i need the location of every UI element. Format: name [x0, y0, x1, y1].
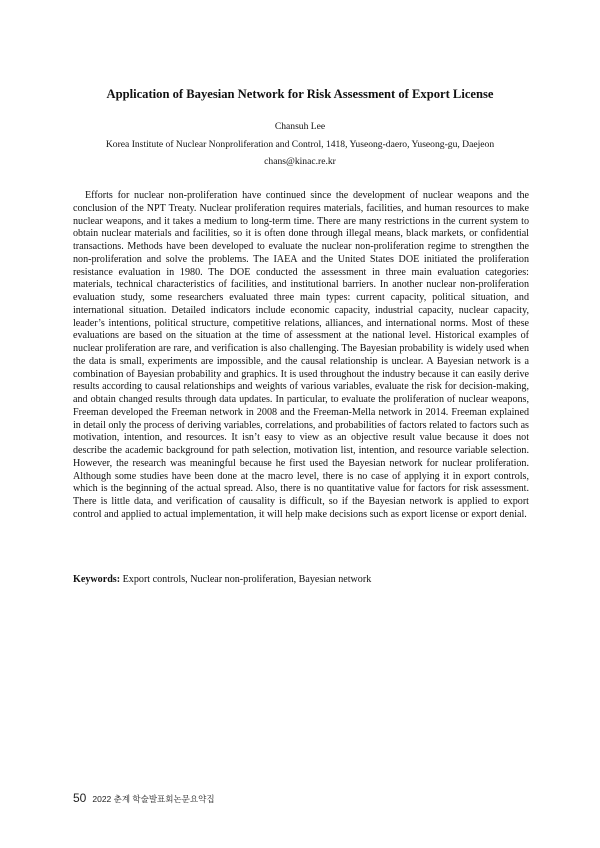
keywords-line — [73, 573, 529, 586]
author-email: chans@kinac.re.kr — [264, 156, 336, 167]
paper-title: Application of Bayesian Network for Risk Assessment of Export License — [106, 87, 494, 101]
keywords-list: Export controls, Nuclear non-proliferation, Bayesian network — [122, 574, 372, 585]
keywords-label: Keywords: — [73, 574, 121, 585]
page-number: 50 — [73, 791, 87, 805]
author-affiliation: Korea Institute of Nuclear Nonproliferation and Control, 1418, Yuseong-daero, Yuseong-gu, Daejeon — [105, 139, 495, 150]
abstract-body: Efforts for nuclear non-proliferation have continued since the development of nuclear weapons and the conclusion of the NPT Treaty. Nuclear proliferation requires materials, facilities, and human resources to make nuclear weapons, and it takes a medium to long-term time. There are many restrictions in the current system to obtain nuclear materials and facilities, so it is often done through illegal means, black markets, or confidential transactions. Methods have been developed to evaluate the nuclear non-proliferation regime to strengthen the non-proliferation and solve the problems. The IAEA and the United States DOE initiated the proliferation resistance evaluation in 1980. The DOE conducted the assessment in three main evaluation categories: materials, technical characteristics of facilities, and institutional barriers. In another nuclear non-proliferation evaluation study, some researchers evaluated three main types: current capacity, political situation, and international situation. Detailed indicators include economic capacity, industrial capacity, nuclear capacity, leader’s intentions, political structure, competitive relations, alliances, and international norms. Most of these evaluations are based on the situation at the time of assessment at the national level. Historical examples of nuclear proliferation are rare, and verification is also challenging. The Bayesian probability is widely used when the data is small, experiments are impossible, and the causal relationship is unclear. A Bayesian network is a combination of Bayesian probability and graphics. It is used throughout the industry because it can easily derive results according to causal relationships and weights of various variables, evaluate the risk for decision-making, and obtain changed results through data updates. In particular, to evaluate the proliferation of nuclear weapons, Freeman developed the Freeman network in 2008 and the Freeman-Mella network in 2014. Freeman explained in detail only the process of deriving variables, correlations, and probabilities of factors related to factors such as motivation, intention, and resources. It isn’t easy to view as an objective result value because it does not describe the academic background for path selection, motivation list, intention, and resource variable selection. However, the research was meaningful because he first used the Bayesian network for nuclear proliferation. Although some studies have been done at the macro level, there is no case of applying it in export controls, which is the beginning of the actual spread. Also, there is no quantitative value for factors for risk assessment. There is little data, and verification of causality is difficult, so if the Bayesian network is applied to export control and applied to actual implementation, it will help make decisions such as export license or export denial. — [73, 190, 529, 520]
page-footer — [73, 791, 215, 807]
conference-name: 2022 춘계 학술발표회논문요약집 — [92, 794, 215, 804]
author-name: Chansuh Lee — [274, 121, 326, 132]
